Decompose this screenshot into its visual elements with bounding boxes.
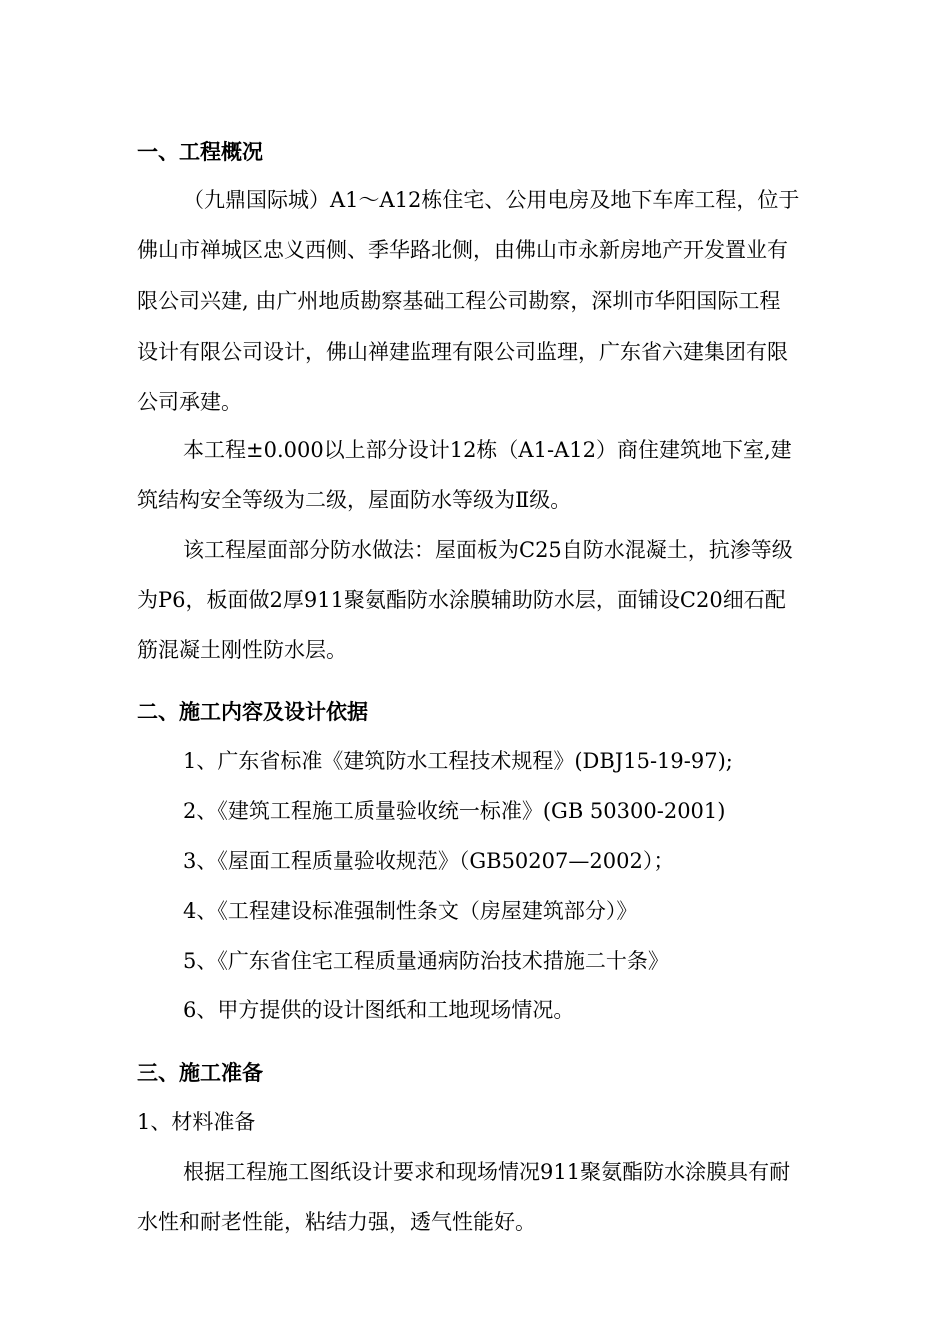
paragraph-line: 公司承建。 xyxy=(137,390,242,414)
list-item: 3、《屋面工程质量验收规范》（GB50207—2002）； xyxy=(183,849,675,873)
paragraph-line: 筋混凝土刚性防水层。 xyxy=(137,638,347,662)
paragraph-line: 筑结构安全等级为二级，屋面防水等级为Ⅱ级。 xyxy=(137,488,572,512)
section-heading-preparation: 三、施工准备 xyxy=(137,1061,263,1085)
list-item: 4、《工程建设标准强制性条文（房屋建筑部分）》 xyxy=(183,899,638,923)
paragraph-line: 本工程±0.000以上部分设计12栋（A1-A12）商住建筑地下室,建 xyxy=(183,438,792,462)
section-heading-basis: 二、施工内容及设计依据 xyxy=(137,700,368,724)
paragraph-line: 佛山市禅城区忠义西侧、季华路北侧，由佛山市永新房地产开发置业有 xyxy=(137,238,788,262)
paragraph-line: 根据工程施工图纸设计要求和现场情况911聚氨酯防水涂膜具有耐 xyxy=(183,1160,791,1184)
paragraph-line: （九鼎国际城）A1～A12栋住宅、公用电房及地下车库工程，位于 xyxy=(183,188,800,212)
paragraph-line: 水性和耐老性能，粘结力强，透气性能好。 xyxy=(137,1210,536,1234)
subheading: 1、材料准备 xyxy=(137,1110,256,1134)
section-heading-overview: 一、工程概况 xyxy=(137,140,263,164)
list-item: 2、《建筑工程施工质量验收统一标准》(GB 50300-2001) xyxy=(183,799,726,823)
list-item: 5、《广东省住宅工程质量通病防治技术措施二十条》 xyxy=(183,949,669,973)
paragraph-line: 该工程屋面部分防水做法：屋面板为C25自防水混凝土，抗渗等级 xyxy=(183,538,793,562)
paragraph-line: 限公司兴建, 由广州地质勘察基础工程公司勘察，深圳市华阳国际工程 xyxy=(137,289,781,313)
paragraph-line: 设计有限公司设计，佛山禅建监理有限公司监理，广东省六建集团有限 xyxy=(137,340,788,364)
list-item: 1、广东省标准《建筑防水工程技术规程》(DBJ15-19-97); xyxy=(183,749,733,773)
list-item: 6、甲方提供的设计图纸和工地现场情况。 xyxy=(183,998,575,1022)
paragraph-line: 为P6，板面做2厚911聚氨酯防水涂膜辅助防水层，面铺设C20细石配 xyxy=(137,588,786,612)
